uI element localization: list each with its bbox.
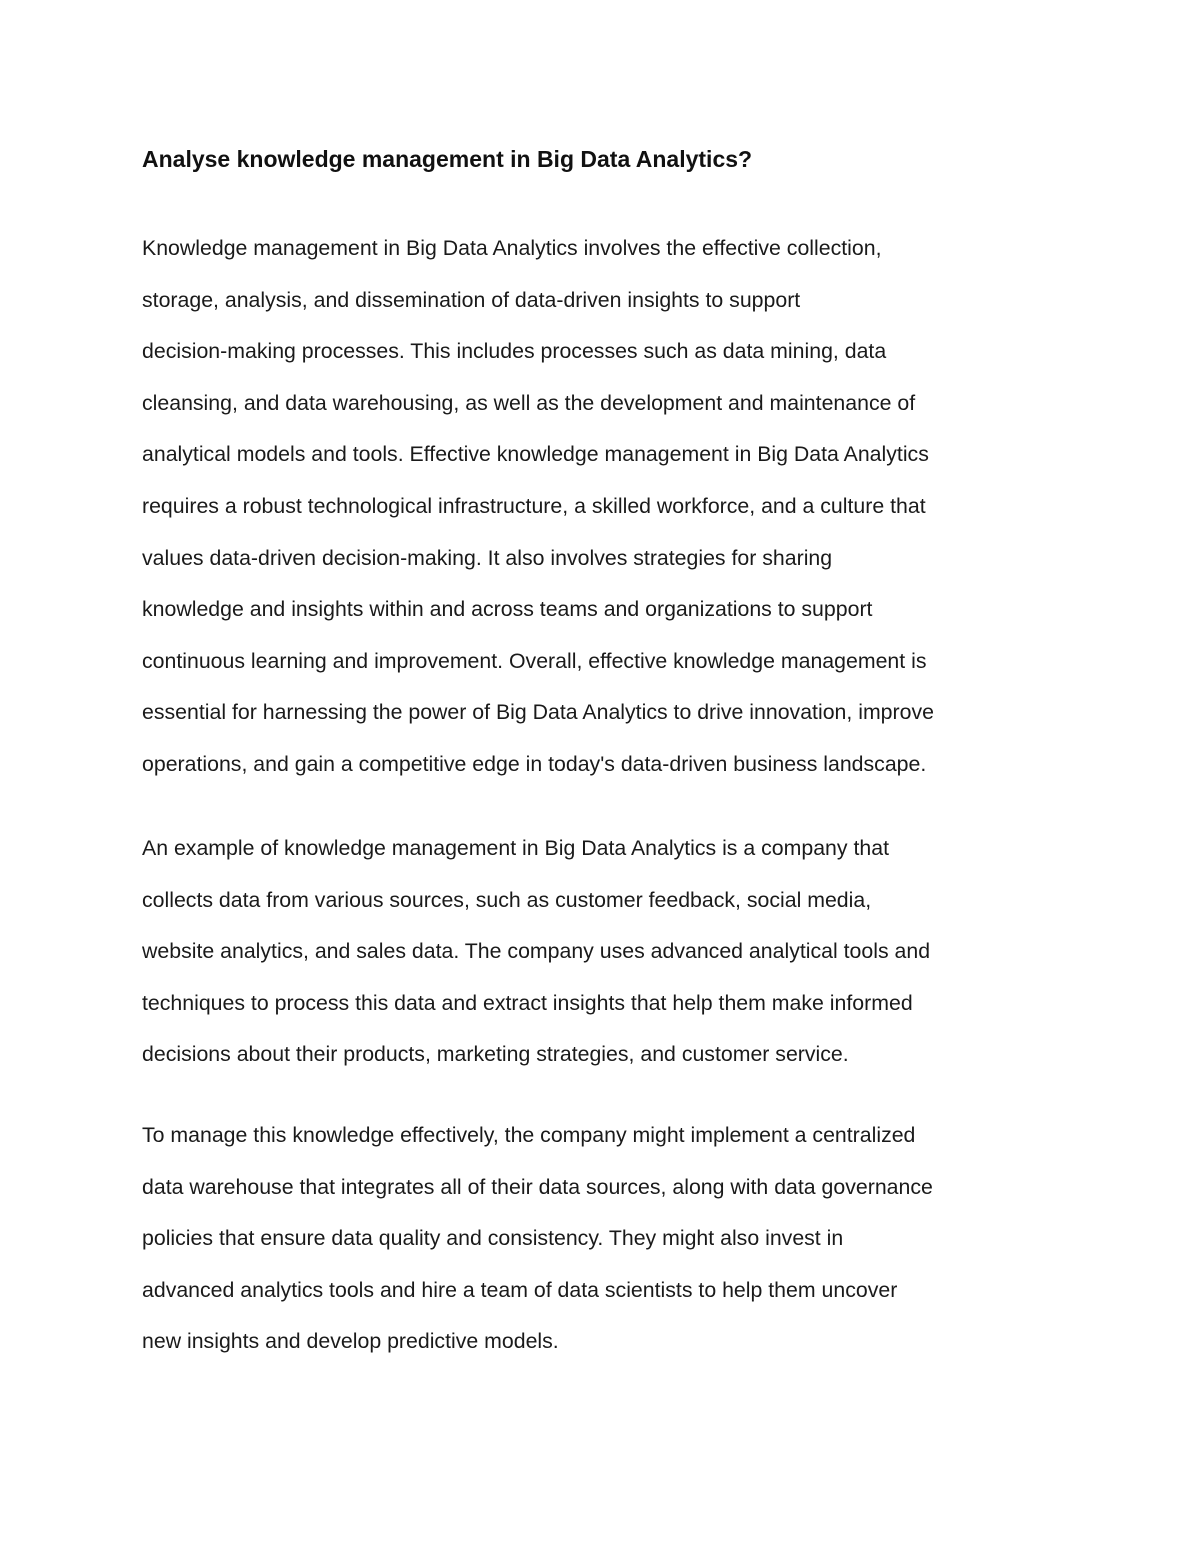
paragraph-line: requires a robust technological infrastructure, a skilled workforce, and a culture that — [142, 493, 926, 518]
paragraph-3 — [142, 1110, 1062, 1368]
paragraph-line: data warehouse that integrates all of their data sources, along with data governance — [142, 1174, 933, 1199]
paragraph-line: operations, and gain a competitive edge in today's data-driven business landscape. — [142, 751, 927, 776]
paragraph-line: knowledge and insights within and across teams and organizations to support — [142, 597, 873, 622]
paragraph-line: analytical models and tools. Effective knowledge management in Big Data Analytics — [142, 442, 929, 467]
paragraph-line: values data-driven decision-making. It also involves strategies for sharing — [142, 545, 833, 570]
paragraph-line: storage, analysis, and dissemination of data-driven insights to support — [142, 287, 801, 312]
paragraph-line: new insights and develop predictive models. — [142, 1329, 559, 1354]
paragraph-line: techniques to process this data and extract insights that help them make informed — [142, 990, 913, 1015]
paragraph-line: continuous learning and improvement. Overall, effective knowledge management is — [142, 648, 927, 673]
document-title: Analyse knowledge management in Big Data Analytics? — [142, 146, 753, 172]
paragraph-line: policies that ensure data quality and consistency. They might also invest in — [142, 1226, 844, 1251]
paragraph-line: collects data from various sources, such as customer feedback, social media, — [142, 887, 872, 912]
paragraph-line: cleansing, and data warehousing, as well as the development and maintenance of — [142, 390, 916, 415]
paragraph-line: essential for harnessing the power of Big Data Analytics to drive innovation, improve — [142, 700, 934, 725]
paragraph-line: An example of knowledge management in Big Data Analytics is a company that — [142, 836, 889, 860]
paragraph-1 — [142, 223, 1062, 791]
paragraph-line: Knowledge management in Big Data Analytics involves the effective collection, — [142, 236, 882, 260]
paragraph-line: advanced analytics tools and hire a team of data scientists to help them uncover — [142, 1277, 898, 1302]
paragraph-line: To manage this knowledge effectively, the company might implement a centralized — [142, 1123, 916, 1147]
paragraph-line: decision-making processes. This includes processes such as data mining, data — [142, 339, 887, 364]
paragraph-2 — [142, 823, 1062, 1081]
paragraph-line: website analytics, and sales data. The company uses advanced analytical tools and — [142, 939, 931, 964]
paragraph-line: decisions about their products, marketing strategies, and customer service. — [142, 1042, 849, 1067]
